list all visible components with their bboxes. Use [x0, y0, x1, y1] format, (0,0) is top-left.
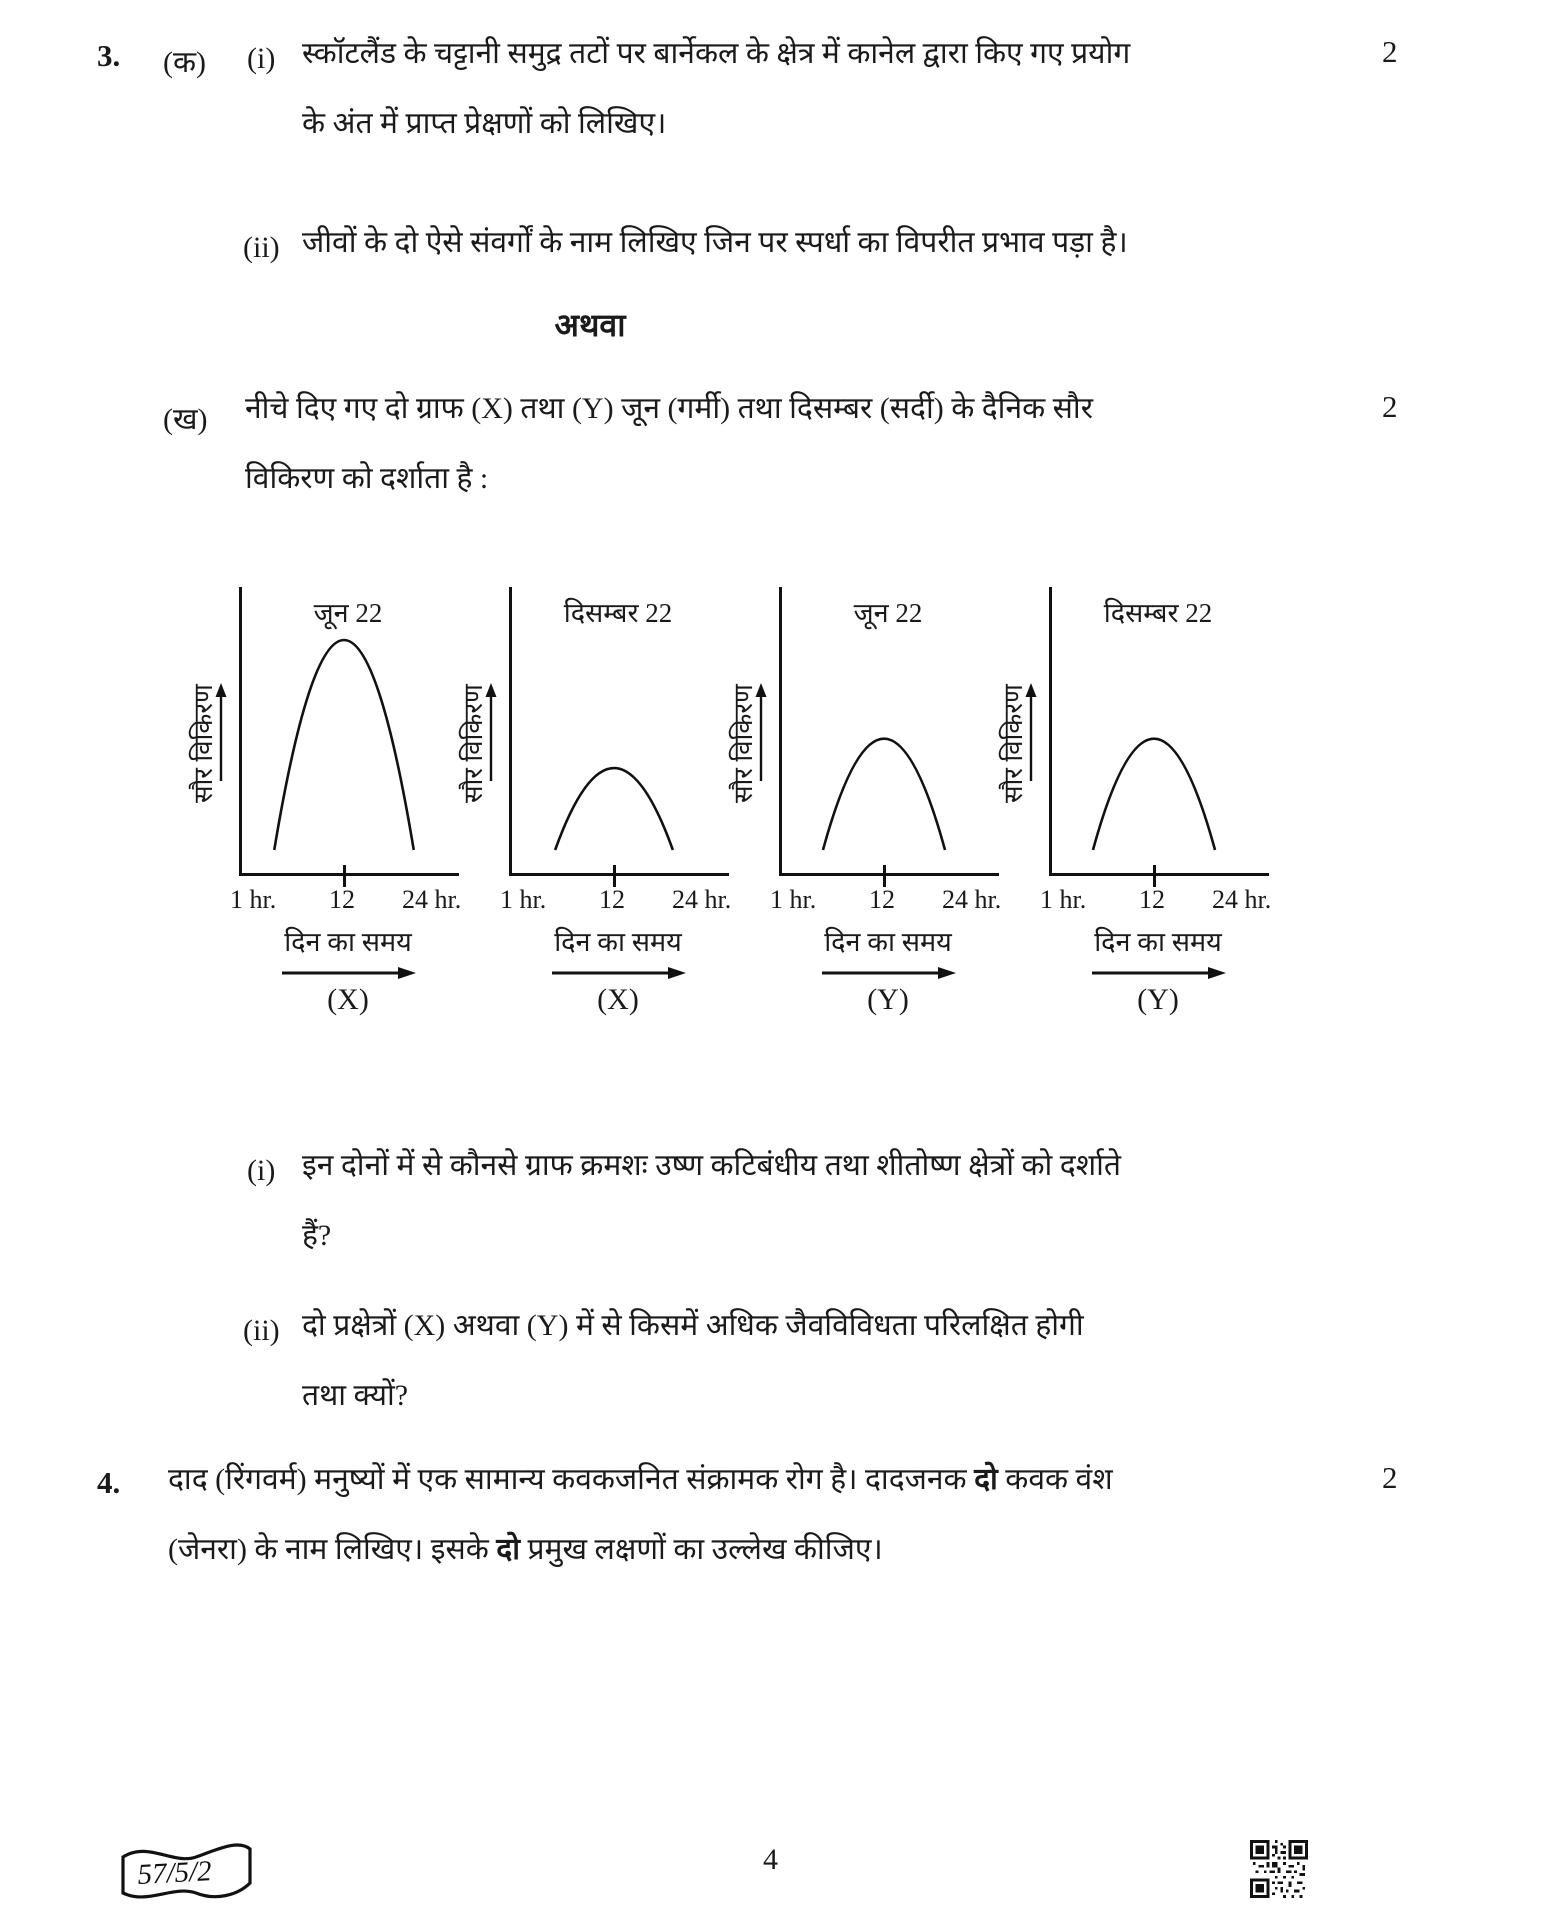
radiation-curve: [239, 587, 457, 875]
q3-b-i-line1: इन दोनों में से कौनसे ग्राफ क्रमशः उष्ण कटिबंधीय तथा शीतोष्ण क्षेत्रों को दर्शाते: [302, 1149, 1121, 1182]
xtick-12: 12: [1139, 885, 1165, 914]
xtick-12: 12: [329, 885, 355, 914]
x-axis-label: दिन का समय: [1094, 927, 1222, 957]
q3-a-i-label: (i): [247, 42, 276, 75]
graph-caption: (X): [597, 983, 639, 1016]
q4-number: 4.: [97, 1465, 121, 1500]
qr-code: [1250, 1840, 1308, 1898]
q3-number: 3.: [97, 38, 121, 73]
radiation-curve: [1049, 587, 1267, 875]
xtick-12: 12: [599, 885, 625, 914]
q4-line2-post: प्रमुख लक्षणों का उल्लेख कीजिए।: [519, 1533, 883, 1566]
q4-line1: [168, 1462, 1113, 1498]
graph-panel-december-x: [434, 575, 746, 1030]
x-axis-label: दिन का समय: [284, 927, 412, 957]
radiation-curve: [779, 587, 997, 875]
q4-line1-pre: दाद (रिंगवर्म) मनुष्यों में एक सामान्य कवकजनित संक्रामक रोग है। दादजनक: [168, 1463, 975, 1496]
graph-title: जून 22: [313, 598, 383, 628]
q3-b-marks: 2: [1382, 389, 1398, 424]
right-arrow-icon: [282, 965, 416, 981]
q3-b-ii-line1: दो प्रक्षेत्रों (X) अथवा (Y) में से किसमें अधिक जैवविविधता परिलक्षित होगी: [302, 1309, 1084, 1342]
graph-caption: (X): [327, 983, 369, 1016]
q3-a-ii-label: (ii): [243, 231, 280, 264]
graph-title: दिसम्बर 22: [1103, 598, 1213, 628]
q3-b-i-line2: हैं?: [302, 1219, 332, 1252]
or-separator: अथवा: [554, 307, 626, 343]
q3-a-marks: 2: [1382, 34, 1398, 69]
xtick-1hr: 1 hr.: [1040, 885, 1087, 914]
q3-a-i-line1: स्कॉटलैंड के चट्टानी समुद्र तटों पर बार्नेकल के क्षेत्र में कानेल द्वारा किए गए प्रयोग: [302, 37, 1131, 70]
q4-line1-bold: दो: [974, 1463, 998, 1496]
right-arrow-icon: [1092, 965, 1226, 981]
y-axis-label: सौर विकिरण: [189, 684, 218, 803]
xtick-24hr: 24 hr.: [1212, 885, 1272, 914]
paper-code-ribbon: [118, 1833, 256, 1909]
xtick-24hr: 24 hr.: [942, 885, 1002, 914]
right-arrow-icon: [822, 965, 956, 981]
graph-caption: (Y): [1137, 983, 1179, 1016]
graph-title: दिसम्बर 22: [563, 598, 673, 628]
page-number: 4: [763, 1843, 778, 1876]
q4-marks: 2: [1382, 1460, 1398, 1495]
y-axis-label: सौर विकिरण: [459, 684, 488, 803]
xtick-1hr: 1 hr.: [770, 885, 817, 914]
xtick-1hr: 1 hr.: [230, 885, 277, 914]
graph-title: जून 22: [853, 598, 923, 628]
q3-a-i-line2: के अंत में प्राप्त प्रेक्षणों को लिखिए।: [302, 107, 667, 140]
q3-b-intro-line1: नीचे दिए गए दो ग्राफ (X) तथा (Y) जून (गर्मी) तथा दिसम्बर (सर्दी) के दैनिक सौर: [245, 392, 1093, 425]
up-arrow-icon: [214, 683, 228, 783]
up-arrow-icon: [484, 683, 498, 783]
graph-panel-june-x: [164, 575, 476, 1030]
y-axis-label: सौर विकिरण: [999, 684, 1028, 803]
q4-line1-post: कवक वंश: [997, 1463, 1113, 1496]
paper-code-text: 57/5/2: [136, 1855, 213, 1891]
xtick-1hr: 1 hr.: [500, 885, 547, 914]
up-arrow-icon: [1024, 683, 1038, 783]
graph-caption: (Y): [867, 983, 909, 1016]
q4-line2-pre: (जेनरा) के नाम लिखिए। इसके: [168, 1533, 497, 1566]
xtick-24hr: 24 hr.: [672, 885, 732, 914]
radiation-curve: [509, 587, 727, 875]
up-arrow-icon: [754, 683, 768, 783]
y-axis-label: सौर विकिरण: [729, 684, 758, 803]
q3-b-ii-label: (ii): [243, 1314, 280, 1347]
q3-part-b-label: (ख): [163, 403, 208, 436]
q3-part-a-label: (क): [163, 46, 207, 79]
q4-line2-bold: दो: [496, 1533, 520, 1566]
q3-b-i-label: (i): [247, 1154, 276, 1187]
xtick-12: 12: [869, 885, 895, 914]
q3-b-ii-line2: तथा क्यों?: [302, 1379, 409, 1412]
x-axis-label: दिन का समय: [824, 927, 952, 957]
graph-panel-december-y: [974, 575, 1286, 1030]
x-axis-label: दिन का समय: [554, 927, 682, 957]
right-arrow-icon: [552, 965, 686, 981]
q3-b-intro-line2: विकिरण को दर्शाता है :: [245, 462, 489, 495]
q3-a-ii-text: जीवों के दो ऐसे संवर्गों के नाम लिखिए जिन पर स्पर्धा का विपरीत प्रभाव पड़ा है।: [302, 226, 1128, 259]
q4-line2: [168, 1532, 883, 1568]
graph-panel-june-y: [704, 575, 1016, 1030]
xtick-24hr: 24 hr.: [402, 885, 462, 914]
